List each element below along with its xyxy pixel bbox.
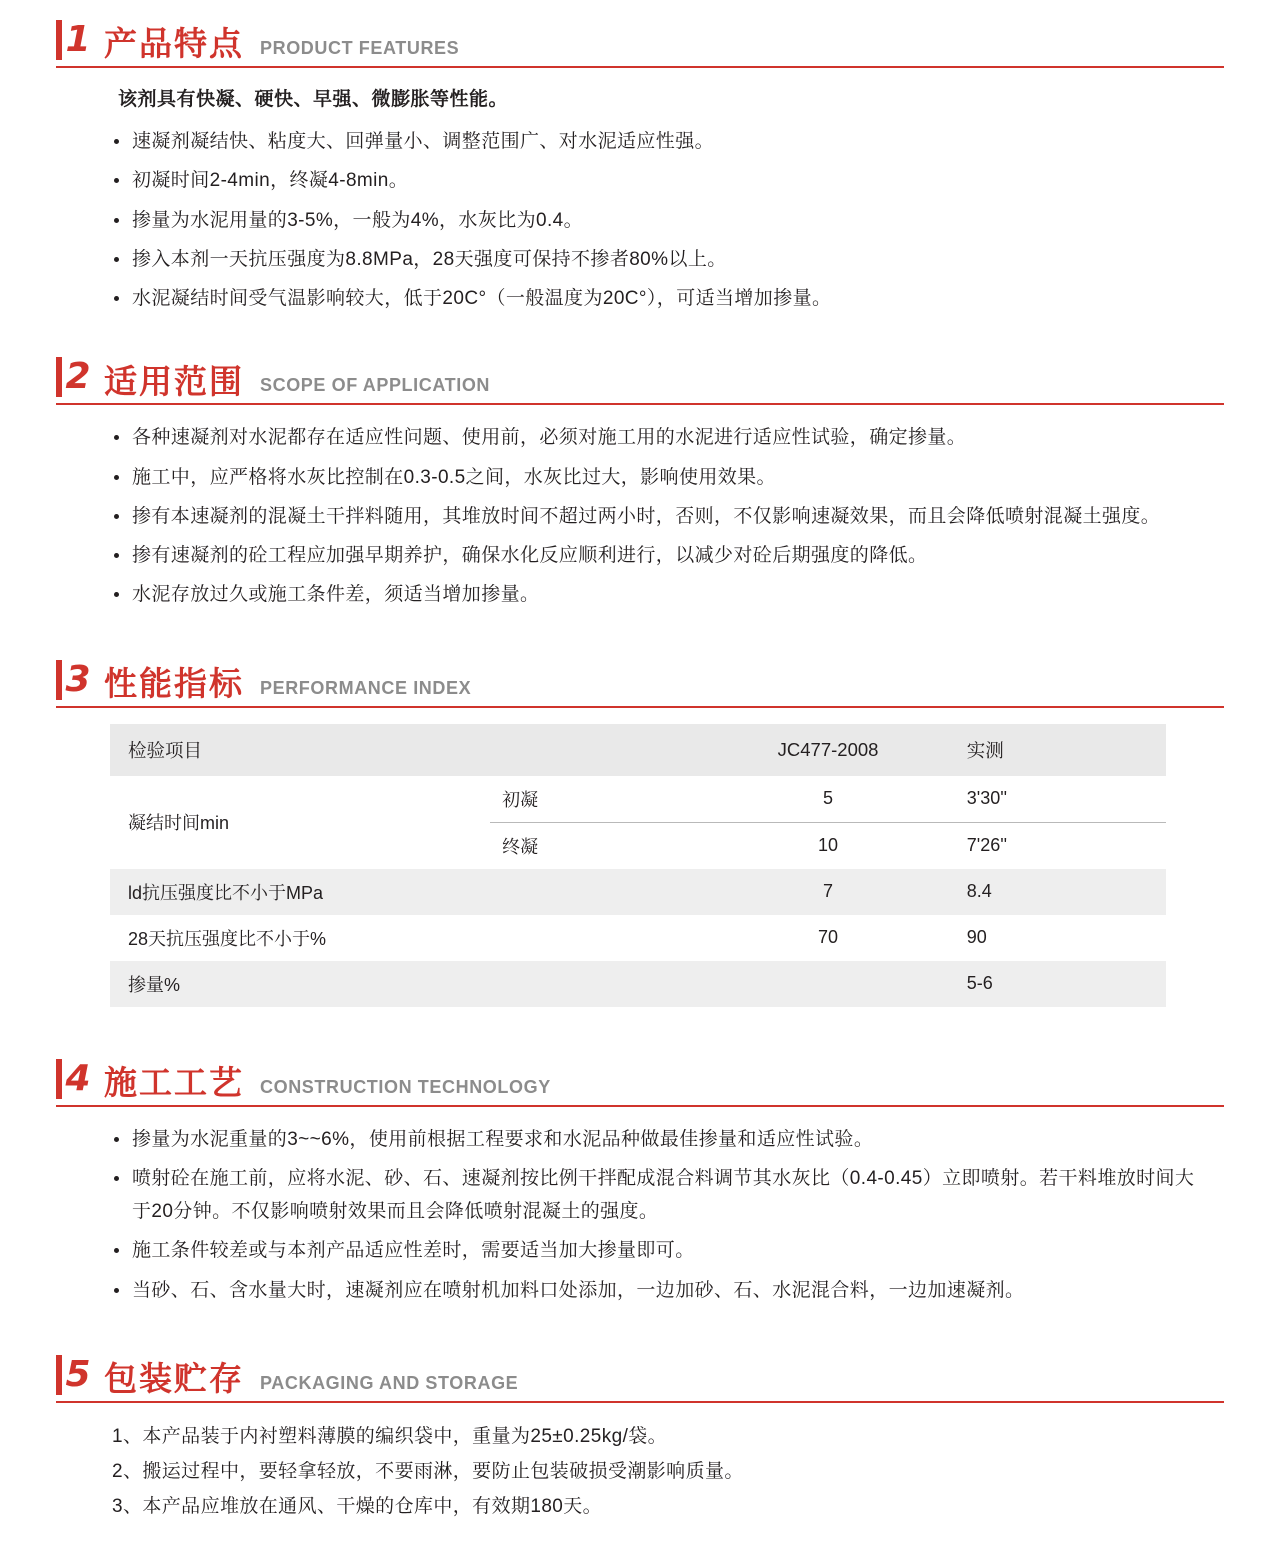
cell-sub: [490, 869, 701, 915]
section-number-badge: [56, 1057, 90, 1101]
cell-sub: [490, 961, 701, 1007]
table-row: [110, 776, 1166, 823]
number-bar: [56, 1355, 62, 1395]
table-header-row: [110, 724, 1166, 776]
list-item: 掺量为水泥重量的3~~6%，使用前根据工程要求和水泥品种做最佳掺量和适应性试验。: [110, 1123, 1208, 1156]
number-bar: [56, 1059, 62, 1099]
section-heading: [56, 355, 1224, 405]
list-item: 掺入本剂一天抗压强度为8.8MPa，28天强度可保持不掺者80%以上。: [110, 243, 1208, 276]
section-title-en: PRODUCT FEATURES: [260, 38, 460, 58]
section-number: 1: [65, 19, 91, 60]
section-title-en: SCOPE OF APPLICATION: [260, 375, 491, 396]
section-body: [56, 421, 1224, 611]
list-item: 速凝剂凝结快、粘度大、回弹量小、调整范围广、对水泥适应性强。: [110, 125, 1208, 158]
list-item: 1、本产品装于内衬塑料薄膜的编织袋中，重量为25±0.25kg/袋。: [112, 1425, 668, 1447]
section-product-features: [56, 18, 1224, 315]
section-title-cn: 性能指标: [104, 663, 244, 703]
cell-sub: 初凝: [490, 776, 701, 823]
section-number-badge: [56, 355, 90, 399]
list-item: 掺量为水泥用量的3-5%，一般为4%，水灰比为0.4。: [110, 204, 1208, 237]
section-title-en: PACKAGING AND STORAGE: [260, 1372, 519, 1393]
section-number-badge: [56, 658, 90, 702]
section-heading: [56, 658, 1224, 708]
table-row: [110, 869, 1166, 915]
section-heading: [56, 18, 1224, 68]
section-heading: [56, 1057, 1224, 1107]
cell-item: 28天抗压强度比不小于%: [128, 928, 327, 949]
column-header-standard: JC477-2008: [777, 738, 879, 760]
cell-measured: 3'30'': [955, 776, 1166, 823]
cell-item: 凝结时间min: [128, 813, 230, 833]
column-header-item: 检验项目: [128, 739, 203, 761]
list-item: 当砂、石、含水量大时，速凝剂应在喷射机加料口处添加，一边加砂、石、水泥混合料，一边加速凝剂。: [110, 1274, 1208, 1307]
list-item: 施工中，应严格将水灰比控制在0.3-0.5之间，水灰比过大，影响使用效果。: [110, 461, 1208, 494]
section-title-cn: 适用范围: [104, 361, 244, 401]
section-packaging-and-storage: [56, 1353, 1224, 1524]
cell-item: 掺量%: [128, 974, 181, 995]
section-performance-index: [56, 658, 1224, 1007]
section-number: 5: [65, 1353, 91, 1395]
cell-measured: 7'26'': [966, 835, 1008, 855]
section-number: 4: [65, 1057, 91, 1099]
section-number-badge: [56, 1353, 90, 1397]
construction-list: [110, 1123, 1208, 1307]
scope-list: [110, 421, 1208, 611]
column-header-sub: [490, 724, 701, 776]
section-heading: [56, 1353, 1224, 1403]
table-header: [110, 724, 1166, 776]
list-item: 水泥凝结时间受气温影响较大，低于20C°（一般温度为20C°），可适当增加掺量。: [110, 282, 1208, 315]
cell-measured: 8.4: [966, 881, 992, 901]
section-body: [56, 1419, 1224, 1524]
section-title-cn: 施工工艺: [104, 1062, 244, 1102]
performance-table: [110, 724, 1166, 1007]
column-header-measured: 实测: [966, 739, 1004, 761]
section-body: [56, 1123, 1224, 1307]
cell-standard: 5: [701, 776, 954, 823]
cell-measured: 5-6: [966, 973, 993, 993]
cell-item: ld抗压强度比不小于MPa: [128, 882, 324, 903]
list-item: 喷射砼在施工前，应将水泥、砂、石、速凝剂按比例干拌配成混合料调节其水灰比（0.4-0.45）立即喷射。若干料堆放时间大于20分钟。不仅影响喷射效果而且会降低喷射混凝土的强度。: [110, 1162, 1208, 1229]
lead-text: 该剂具有快凝、硬快、早强、微膨胀等性能。: [118, 88, 509, 110]
cell-standard: [701, 961, 954, 1007]
table-row: [110, 915, 1166, 961]
section-title-en: PERFORMANCE INDEX: [260, 677, 472, 698]
list-item: 掺有速凝剂的砼工程应加强早期养护，确保水化反应顺利进行，以减少对砼后期强度的降低。: [110, 539, 1208, 572]
table-row: [110, 961, 1166, 1007]
number-bar: [56, 660, 62, 700]
number-bar: [56, 20, 62, 60]
packaging-list: [110, 1419, 1208, 1524]
section-title-cn: 产品特点: [104, 24, 244, 64]
cell-sub: [490, 915, 701, 961]
section-scope-of-application: [56, 355, 1224, 611]
section-number-badge: [56, 18, 90, 62]
cell-standard: 10: [818, 835, 839, 855]
section-title-cn: 包装贮存: [104, 1359, 244, 1399]
list-item: 水泥存放过久或施工条件差，须适当增加掺量。: [110, 578, 1208, 611]
section-body: [56, 84, 1224, 315]
list-item: 施工条件较差或与本剂产品适应性差时，需要适当加大掺量即可。: [110, 1234, 1208, 1267]
list-item: 初凝时间2-4min，终凝4-8min。: [110, 164, 1208, 197]
list-item: 3、本产品应堆放在通风、干燥的仓库中，有效期180天。: [112, 1496, 603, 1518]
section-construction-technology: [56, 1057, 1224, 1307]
table-body: [110, 776, 1166, 1007]
list-item: 掺有本速凝剂的混凝土干拌料随用，其堆放时间不超过两小时，否则，不仅影响速凝效果，而且会降低喷射混凝土强度。: [110, 500, 1208, 533]
section-title-en: CONSTRUCTION TECHNOLOGY: [260, 1076, 551, 1097]
cell-standard: 70: [818, 927, 839, 947]
feature-list: [110, 125, 1208, 315]
cell-sub: 终凝: [502, 836, 539, 857]
performance-table-wrap: [56, 724, 1224, 1007]
cell-measured: 90: [966, 927, 987, 947]
section-number: 3: [65, 658, 91, 700]
list-item: 各种速凝剂对水泥都存在适应性问题、使用前，必须对施工用的水泥进行适应性试验，确定掺量。: [110, 421, 1208, 454]
cell-standard: 7: [823, 881, 834, 901]
section-number: 2: [65, 356, 91, 398]
list-item: 2、搬运过程中，要轻拿轻放，不要雨淋，要防止包装破损受潮影响质量。: [112, 1460, 744, 1482]
number-bar: [56, 357, 62, 397]
